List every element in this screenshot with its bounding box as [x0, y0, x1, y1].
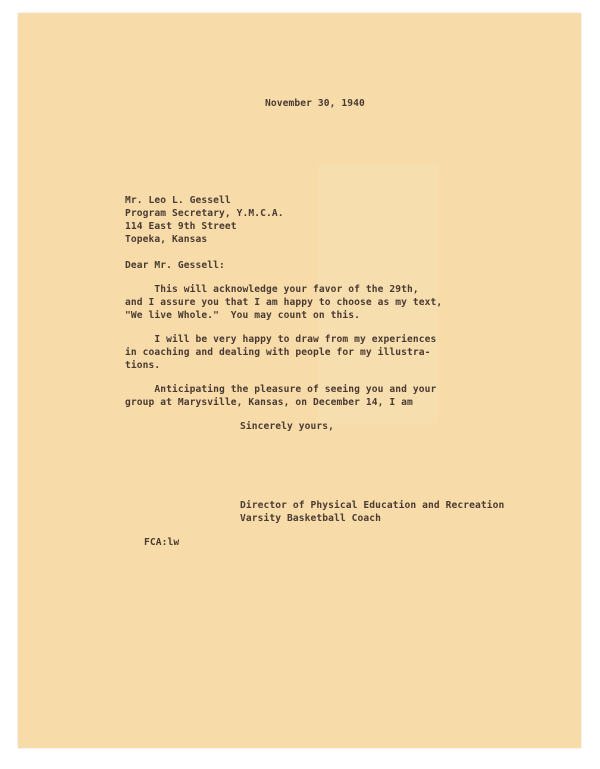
paragraph-line: Anticipating the pleasure of seeing you and your — [125, 384, 437, 395]
recipient-street: 114 East 9th Street — [125, 221, 237, 232]
paragraph-line: in coaching and dealing with people for my illustra- — [125, 347, 431, 358]
letter-date: November 30, 1940 — [265, 98, 365, 109]
paragraph-line: I will be very happy to draw from my experiences — [125, 334, 437, 345]
signature-title: Director of Physical Education and Recreation — [240, 500, 505, 511]
closing: Sincerely yours, — [240, 421, 335, 432]
recipient-title: Program Secretary, Y.M.C.A. — [125, 208, 284, 219]
letter-page — [18, 13, 581, 748]
reference-initials: FCA:lw — [144, 537, 180, 548]
paragraph-line: "We live Whole." You may count on this. — [125, 310, 361, 321]
paragraph-line: and I assure you that I am happy to choose as my text, — [125, 297, 443, 308]
paragraph-line: tions. — [125, 360, 161, 371]
salutation: Dear Mr. Gessell: — [125, 260, 225, 271]
signature-title: Varsity Basketball Coach — [240, 513, 382, 524]
recipient-name: Mr. Leo L. Gessell — [125, 195, 231, 206]
paragraph-line: group at Marysville, Kansas, on December 14, I am — [125, 397, 413, 408]
recipient-city: Topeka, Kansas — [125, 234, 208, 245]
paragraph-line: This will acknowledge your favor of the 29th, — [125, 284, 419, 295]
